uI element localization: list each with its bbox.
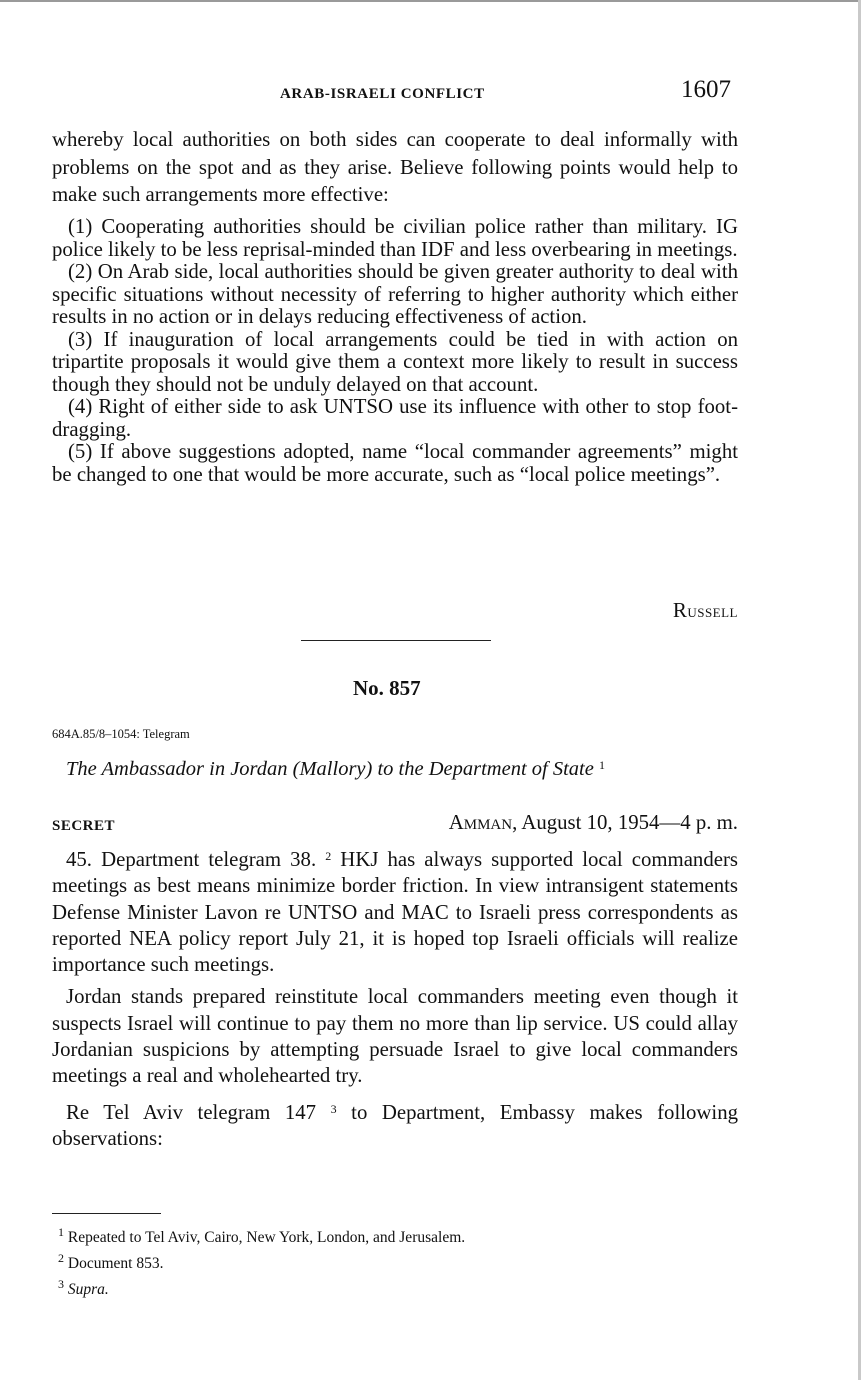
paragraph-text: to Department, Embassy makes following observations: bbox=[52, 1100, 739, 1150]
points-list bbox=[52, 216, 738, 486]
footnote-text: Supra. bbox=[64, 1281, 109, 1298]
page-number: 1607 bbox=[681, 76, 731, 103]
dateline bbox=[449, 811, 738, 835]
signature: Russell bbox=[672, 598, 738, 622]
footnote bbox=[58, 1274, 465, 1300]
footnote-marker: 3 bbox=[58, 1277, 64, 1291]
continuation-text bbox=[52, 126, 738, 209]
footnote-divider bbox=[52, 1213, 161, 1214]
footnote-text: Document 853. bbox=[64, 1255, 164, 1272]
footnote-text: Repeated to Tel Aviv, Cairo, New York, London, and Jerusalem. bbox=[64, 1229, 466, 1246]
point-item: (3) If inauguration of local arrangements could be tied in with action on tripartite proposals it would give them a context more likely to result in success though they should not be unduly delayed on that account. bbox=[52, 327, 738, 396]
scan-edge-top bbox=[0, 0, 861, 2]
point-item: (5) If above suggestions adopted, name “local commander agreements” might be changed to one that would be more accurate, such as “local police meetings”. bbox=[52, 440, 738, 486]
file-reference: 684A.85/8–1054: Telegram bbox=[52, 727, 190, 741]
footnotes bbox=[58, 1222, 465, 1300]
telegram-paragraph bbox=[52, 843, 738, 978]
footnote bbox=[58, 1222, 465, 1248]
document-title-text: The Ambassador in Jordan (Mallory) to the Department of State bbox=[66, 758, 594, 780]
paragraph-text: 45. Department telegram 38. bbox=[66, 848, 317, 871]
classification-label: SECRET bbox=[52, 818, 116, 834]
telegram-paragraph: Jordan stands prepared reinstitute local commanders meeting even though it suspects Israel will continue to pay them no more than lip service. US could allay Jordanian suspicions by attempting persuade Israel to give local commanders meetings a real and wholehearted try. bbox=[52, 985, 738, 1088]
point-item: (2) On Arab side, local authorities should be given greater authority to deal with specific situations without necessity of referring to higher authority which either results in no action or in delays reducing effectiveness of action. bbox=[52, 260, 738, 328]
footnote-marker: 1 bbox=[58, 1225, 64, 1239]
document-number: No. 857 bbox=[353, 676, 421, 700]
footnote-ref: 1 bbox=[598, 758, 605, 772]
footnote-ref: 3 bbox=[330, 1101, 337, 1116]
telegram-paragraph bbox=[52, 1096, 738, 1153]
dateline-date: , August 10, 1954—4 p. m. bbox=[512, 811, 738, 834]
running-head: ARAB-ISRAELI CONFLICT bbox=[280, 86, 485, 102]
footnote-marker: 2 bbox=[58, 1251, 64, 1265]
footnote bbox=[58, 1248, 465, 1274]
dateline-place: Amman bbox=[448, 811, 513, 834]
continuation-paragraph: whereby local authorities on both sides can cooperate to deal informally with problems on the spot and as they arise. Believe following points would help to make such arrangements more effective: bbox=[52, 128, 738, 206]
point-item: (4) Right of either side to ask UNTSO use its influence with other to stop foot-dragging. bbox=[52, 395, 738, 441]
paragraph-text: HKJ has always supported local commanders meetings as best means minimize border friction. In view intransigent statements Defense Minister Lavon re UNTSO and MAC to Israeli press correspondents as reported NEA policy report July 21, it is hoped top Israeli officials will realize importance such meetings. bbox=[52, 848, 738, 977]
telegram-body bbox=[52, 843, 738, 1158]
document-title bbox=[66, 758, 605, 781]
footnote-ref: 2 bbox=[325, 849, 332, 863]
section-divider bbox=[301, 640, 491, 641]
point-item: (1) Cooperating authorities should be civilian police rather than military. IG police likely to be less reprisal-minded than IDF and less overbearing in meetings. bbox=[52, 215, 738, 261]
paragraph-text: Re Tel Aviv telegram 147 bbox=[66, 1100, 317, 1124]
